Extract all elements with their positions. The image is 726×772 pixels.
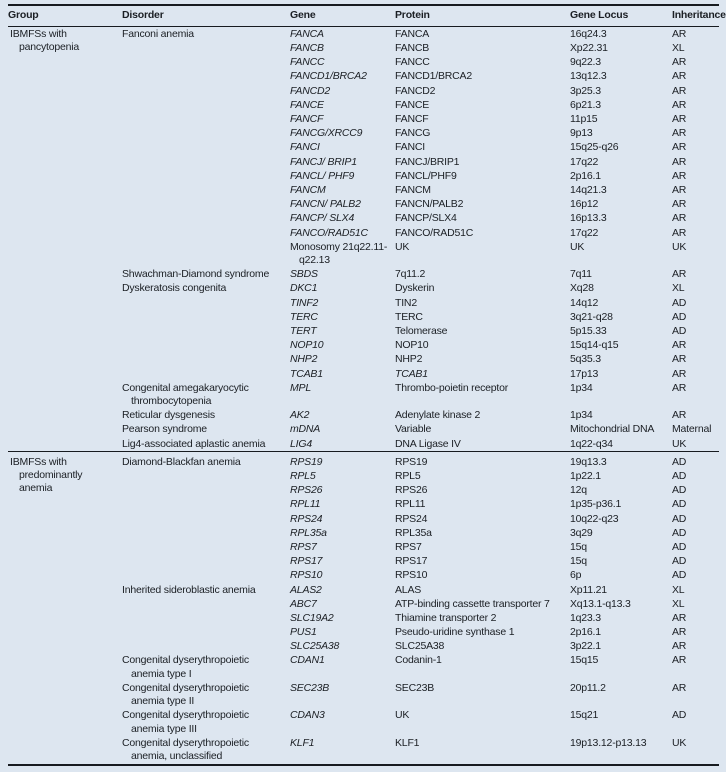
cell-gene: FANCD1/BRCA2 — [290, 70, 367, 83]
cell-protein: FANCD1/BRCA2 — [395, 70, 472, 83]
cell-gene: SLC25A38 — [290, 640, 340, 653]
cell-protein: FANCP/SLX4 — [395, 212, 457, 225]
cell-protein: ALAS — [395, 583, 422, 596]
cell-gene-locus: 11p15 — [570, 113, 598, 126]
cell-protein: RPL35a — [395, 526, 432, 539]
cell-gene: FANCM — [290, 183, 326, 196]
cell-inheritance: AR — [672, 169, 687, 182]
cell-protein: FANCN/PALB2 — [395, 198, 464, 211]
cell-gene-locus: 9p13 — [570, 127, 593, 140]
group-label-line: anemia — [19, 482, 53, 495]
cell-inheritance: AR — [672, 84, 687, 97]
cell-inheritance: UK — [672, 437, 687, 450]
cell-gene-locus: UK — [570, 240, 585, 253]
cell-gene-locus: 16q24.3 — [570, 27, 607, 40]
cell-protein: Variable — [395, 423, 432, 436]
cell-inheritance: AD — [672, 526, 687, 539]
cell-protein: FANCO/RAD51C — [395, 226, 474, 239]
cell-inheritance: AD — [672, 709, 687, 722]
column-header-inheritance: Inheritance — [672, 5, 719, 27]
cell-protein: TERC — [395, 310, 423, 323]
cell-inheritance: AD — [672, 540, 687, 553]
cell-gene: SBDS — [290, 268, 318, 281]
cell-disorder: Lig4-associated aplastic anemia — [122, 437, 266, 450]
cell-gene-locus: 3q29 — [570, 526, 593, 539]
cell-disorder — [122, 141, 290, 155]
cell-protein: UK — [395, 709, 410, 722]
cell-gene: MPL — [290, 381, 311, 394]
cell-protein: RPS26 — [395, 484, 428, 497]
cell-protein: FANCM — [395, 183, 431, 196]
cell-inheritance: Maternal — [672, 423, 712, 436]
cell-gene: RPS19 — [290, 451, 395, 469]
cell-protein: UK — [395, 240, 410, 253]
cell-gene-locus: 19q13.3 — [570, 451, 672, 469]
cell-inheritance: AR — [672, 381, 687, 394]
cell-gene: FANCB — [290, 42, 324, 55]
cell-gene: NHP2 — [290, 353, 318, 366]
cell-inheritance: XL — [672, 282, 685, 295]
cell-disorder — [122, 112, 290, 126]
cell-protein: ATP-binding cassette transporter 7 — [395, 597, 550, 610]
cell-gene: RPL35a — [290, 526, 327, 539]
cell-gene-locus: 7q11 — [570, 268, 592, 281]
cell-gene-locus: 16p12 — [570, 198, 599, 211]
cell-gene: FANCN/ PALB2 — [290, 198, 361, 211]
cell-disorder — [122, 469, 290, 483]
cell-protein: RPS19 — [395, 451, 570, 469]
cell-gene-locus: 19p13.12-p13.13 — [570, 736, 647, 749]
cell-protein: FANCC — [395, 56, 430, 69]
cell-protein: RPS17 — [395, 555, 428, 568]
cell-disorder: Congenital dyserythropoietic anemia, unclassified — [122, 736, 249, 763]
cell-protein: FANCG — [395, 127, 431, 140]
cell-gene: RPL5 — [290, 470, 316, 483]
cell-inheritance: AR — [672, 56, 687, 69]
cell-gene-locus: 15q14-q15 — [570, 339, 619, 352]
cell-protein: Adenylate kinase 2 — [395, 409, 481, 422]
cell-inheritance: AD — [672, 498, 687, 511]
cell-gene-locus: 5q35.3 — [570, 353, 601, 366]
cell-gene-locus: 1q23.3 — [570, 611, 601, 624]
cell-disorder: Reticular dysgenesis — [122, 409, 215, 422]
cell-disorder: Dyskeratosis congenita — [122, 282, 227, 295]
cell-protein: KLF1 — [395, 736, 420, 749]
cell-disorder — [122, 70, 290, 84]
cell-gene: mDNA — [290, 423, 321, 436]
cell-protein: DNA Ligase IV — [395, 437, 461, 450]
cell-protein: SLC25A38 — [395, 640, 445, 653]
cell-gene-locus: Xp22.31 — [570, 42, 608, 55]
cell-inheritance: AR — [672, 198, 687, 211]
cell-inheritance: AR — [672, 409, 687, 422]
cell-protein: FANCJ/BRIP1 — [395, 155, 460, 168]
cell-disorder — [122, 126, 290, 140]
cell-gene: FANCD2 — [290, 84, 331, 97]
cell-inheritance: XL — [672, 42, 685, 55]
cell-gene-locus: 5p15.33 — [570, 324, 607, 337]
cell-gene: FANCF — [290, 113, 324, 126]
cell-gene-locus: Mitochondrial DNA — [570, 423, 655, 436]
cell-inheritance: AR — [672, 141, 687, 154]
cell-gene: SLC19A2 — [290, 611, 334, 624]
cell-gene-locus: 14q12 — [570, 296, 599, 309]
cell-inheritance: AR — [672, 27, 687, 40]
cell-gene: DKC1 — [290, 282, 318, 295]
cell-gene-locus: 15q — [570, 540, 587, 553]
cell-gene: NOP10 — [290, 339, 324, 352]
cell-inheritance: AD — [672, 555, 687, 568]
cell-gene-locus: 15q15 — [570, 654, 599, 667]
cell-disorder — [122, 296, 290, 310]
cell-gene-locus: 15q — [570, 555, 587, 568]
cell-protein: Pseudo-uridine synthase 1 — [395, 626, 515, 639]
cell-disorder — [122, 240, 290, 267]
cell-protein: RPS24 — [395, 512, 428, 525]
cell-gene: RPS10 — [290, 569, 323, 582]
cell-gene: CDAN1 — [290, 654, 325, 667]
cell-inheritance: AR — [672, 127, 687, 140]
cell-protein: SEC23B — [395, 681, 435, 694]
cell-protein: FANCE — [395, 98, 430, 111]
cell-gene-locus: 2p16.1 — [570, 169, 601, 182]
cell-gene: Monosomy 21q22.11-q22.13 — [290, 240, 388, 266]
cell-gene-locus: 6p21.3 — [570, 98, 601, 111]
cell-gene-locus: 17q22 — [570, 155, 599, 168]
cell-inheritance: UK — [672, 240, 687, 253]
cell-gene-locus: 1p35-p36.1 — [570, 498, 622, 511]
cell-gene: FANCL/ PHF9 — [290, 169, 355, 182]
cell-inheritance: AD — [672, 451, 719, 469]
table-row — [8, 27, 719, 42]
cell-disorder — [122, 498, 290, 512]
cell-disorder — [122, 597, 290, 611]
cell-protein: NOP10 — [395, 339, 429, 352]
cell-inheritance: AR — [672, 212, 687, 225]
cell-gene: TCAB1 — [290, 367, 323, 380]
cell-disorder — [122, 183, 290, 197]
cell-inheritance: AR — [672, 183, 687, 196]
cell-inheritance: AD — [672, 470, 687, 483]
cell-disorder — [122, 84, 290, 98]
cell-disorder: Congenital dyserythropoietic anemia type III — [122, 709, 249, 735]
cell-gene-locus: Xp11.21 — [570, 583, 607, 596]
cell-disorder: Congenital dyserythropoietic anemia type II — [122, 681, 249, 708]
group-cell — [8, 451, 122, 764]
cell-disorder — [122, 352, 290, 366]
cell-inheritance: AR — [672, 640, 687, 653]
cell-inheritance: AR — [672, 626, 687, 639]
cell-inheritance: AR — [672, 654, 687, 667]
cell-inheritance: AD — [672, 512, 687, 525]
cell-gene: RPS17 — [290, 555, 323, 568]
cell-gene-locus: 17q22 — [570, 226, 599, 239]
cell-inheritance: AD — [672, 569, 687, 582]
cell-protein: FANCB — [395, 42, 430, 55]
cell-gene: FANCJ/ BRIP1 — [290, 155, 357, 168]
cell-disorder: Congenital dyserythropoietic anemia type I — [122, 654, 249, 680]
cell-inheritance: AR — [672, 226, 687, 239]
cell-protein: FANCA — [395, 27, 430, 40]
cell-gene: RPS24 — [290, 512, 323, 525]
cell-protein: Telomerase — [395, 324, 448, 337]
cell-protein: NHP2 — [395, 353, 423, 366]
column-header-disorder: Disorder — [122, 5, 290, 27]
cell-protein: 7q11.2 — [395, 268, 426, 281]
cell-gene: SEC23B — [290, 681, 330, 694]
column-header-group: Group — [8, 5, 122, 27]
cell-gene: ABC7 — [290, 597, 317, 610]
cell-disorder — [122, 211, 290, 225]
cell-disorder — [122, 98, 290, 112]
cell-gene-locus: 3q21-q28 — [570, 310, 613, 323]
group-label-line: pancytopenia — [19, 41, 80, 54]
cell-gene: ALAS2 — [290, 583, 322, 596]
cell-gene-locus: Xq13.1-q13.3 — [570, 597, 631, 610]
cell-disorder: Pearson syndrome — [122, 423, 207, 436]
ibmfs-table — [8, 4, 726, 766]
cell-inheritance: AR — [672, 353, 687, 366]
group-cell — [8, 27, 122, 452]
cell-disorder: Inherited sideroblastic anemia — [122, 583, 256, 596]
cell-protein: TIN2 — [395, 296, 417, 309]
cell-gene: FANCP/ SLX4 — [290, 212, 355, 225]
cell-gene-locus: 1p34 — [570, 381, 593, 394]
cell-gene: FANCI — [290, 141, 320, 154]
cell-gene-locus: 13q12.3 — [570, 70, 607, 83]
cell-disorder — [122, 526, 290, 540]
cell-disorder: Shwachman-Diamond syndrome — [122, 268, 270, 281]
cell-disorder — [122, 540, 290, 554]
cell-gene-locus: 17p13 — [570, 367, 599, 380]
cell-inheritance: AR — [672, 155, 687, 168]
cell-disorder — [122, 324, 290, 338]
cell-gene: CDAN3 — [290, 709, 325, 722]
group-label-line: IBMFSs with — [10, 455, 67, 468]
cell-gene: TERC — [290, 310, 318, 323]
cell-protein: Codanin-1 — [395, 654, 442, 667]
cell-gene-locus: 10q22-q23 — [570, 512, 619, 525]
cell-protein: Dyskerin — [395, 282, 435, 295]
cell-inheritance: XL — [672, 583, 685, 596]
cell-disorder — [122, 512, 290, 526]
cell-gene: RPS26 — [290, 484, 323, 497]
cell-disorder: Congenital amegakaryocytic thrombocytopenia — [122, 381, 249, 407]
cell-gene-locus: 12q — [570, 484, 587, 497]
cell-inheritance: UK — [672, 736, 687, 749]
cell-inheritance: AR — [672, 70, 687, 83]
cell-protein: FANCF — [395, 113, 429, 126]
group-label-line: predominantly — [19, 469, 83, 482]
cell-gene-locus: 15q25-q26 — [570, 141, 619, 154]
cell-gene-locus: 2p16.1 — [570, 626, 601, 639]
cell-gene: FANCC — [290, 56, 325, 69]
cell-protein: RPL5 — [395, 470, 421, 483]
cell-protein: FANCD2 — [395, 84, 436, 97]
cell-gene: RPS7 — [290, 540, 317, 553]
cell-disorder — [122, 568, 290, 582]
cell-inheritance: AD — [672, 310, 687, 323]
cell-gene: AK2 — [290, 409, 310, 422]
cell-gene-locus: 6p — [570, 569, 582, 582]
cell-gene: LIG4 — [290, 437, 312, 450]
column-header-protein: Protein — [395, 5, 570, 27]
cell-disorder — [122, 226, 290, 240]
cell-gene: TINF2 — [290, 296, 319, 309]
cell-inheritance: AR — [672, 268, 687, 281]
group-label-line: IBMFSs with — [10, 27, 67, 40]
cell-gene: TERT — [290, 324, 317, 337]
cell-protein: Thrombo-poietin receptor — [395, 381, 509, 394]
cell-disorder — [122, 611, 290, 625]
column-header-gene-locus: Gene Locus — [570, 5, 672, 27]
cell-disorder — [122, 169, 290, 183]
cell-inheritance: AD — [672, 324, 687, 337]
cell-gene-locus: 14q21.3 — [570, 183, 607, 196]
cell-gene-locus: 20p11.2 — [570, 681, 606, 694]
cell-gene: KLF1 — [290, 736, 315, 749]
cell-gene-locus: 1p22.1 — [570, 470, 601, 483]
cell-gene-locus: 3p22.1 — [570, 640, 601, 653]
cell-disorder — [122, 554, 290, 568]
cell-gene: FANCA — [290, 27, 324, 40]
cell-gene: PUS1 — [290, 626, 317, 639]
cell-gene-locus: 1q22-q34 — [570, 437, 613, 450]
column-header-gene: Gene — [290, 5, 395, 27]
cell-disorder — [122, 55, 290, 69]
cell-disorder: Fanconi anemia — [122, 27, 194, 40]
cell-disorder: Diamond-Blackfan anemia — [122, 451, 290, 469]
cell-gene: RPL11 — [290, 498, 321, 511]
cell-disorder — [122, 483, 290, 497]
table-row — [8, 451, 719, 469]
cell-disorder — [122, 338, 290, 352]
cell-protein: RPL11 — [395, 498, 426, 511]
cell-inheritance: AR — [672, 611, 687, 624]
cell-disorder — [122, 197, 290, 211]
cell-inheritance: AR — [672, 98, 687, 111]
cell-protein: TCAB1 — [395, 367, 428, 380]
cell-protein: Thiamine transporter 2 — [395, 611, 497, 624]
cell-disorder — [122, 155, 290, 169]
cell-gene-locus: 15q21 — [570, 709, 599, 722]
cell-inheritance: AR — [672, 339, 687, 352]
cell-gene-locus: Xq28 — [570, 282, 594, 295]
table-header-row — [8, 5, 719, 27]
cell-gene: FANCE — [290, 98, 324, 111]
cell-inheritance: AD — [672, 484, 687, 497]
cell-gene-locus: 9q22.3 — [570, 56, 601, 69]
cell-inheritance: AR — [672, 113, 687, 126]
cell-gene: FANCO/RAD51C — [290, 226, 368, 239]
cell-protein: RPS7 — [395, 540, 422, 553]
cell-inheritance: XL — [672, 597, 685, 610]
cell-gene-locus: 16p13.3 — [570, 212, 607, 225]
cell-protein: FANCI — [395, 141, 425, 154]
cell-disorder — [122, 367, 290, 381]
cell-disorder — [122, 639, 290, 653]
cell-gene-locus: 1p34 — [570, 409, 593, 422]
cell-inheritance: AD — [672, 296, 687, 309]
cell-inheritance: AR — [672, 367, 687, 380]
cell-gene: FANCG/XRCC9 — [290, 127, 363, 140]
cell-disorder — [122, 310, 290, 324]
cell-protein: FANCL/PHF9 — [395, 169, 457, 182]
cell-gene-locus: 3p25.3 — [570, 84, 601, 97]
cell-inheritance: AR — [672, 681, 687, 694]
table-body — [8, 27, 719, 765]
cell-disorder — [122, 41, 290, 55]
cell-disorder — [122, 625, 290, 639]
cell-protein: RPS10 — [395, 569, 428, 582]
